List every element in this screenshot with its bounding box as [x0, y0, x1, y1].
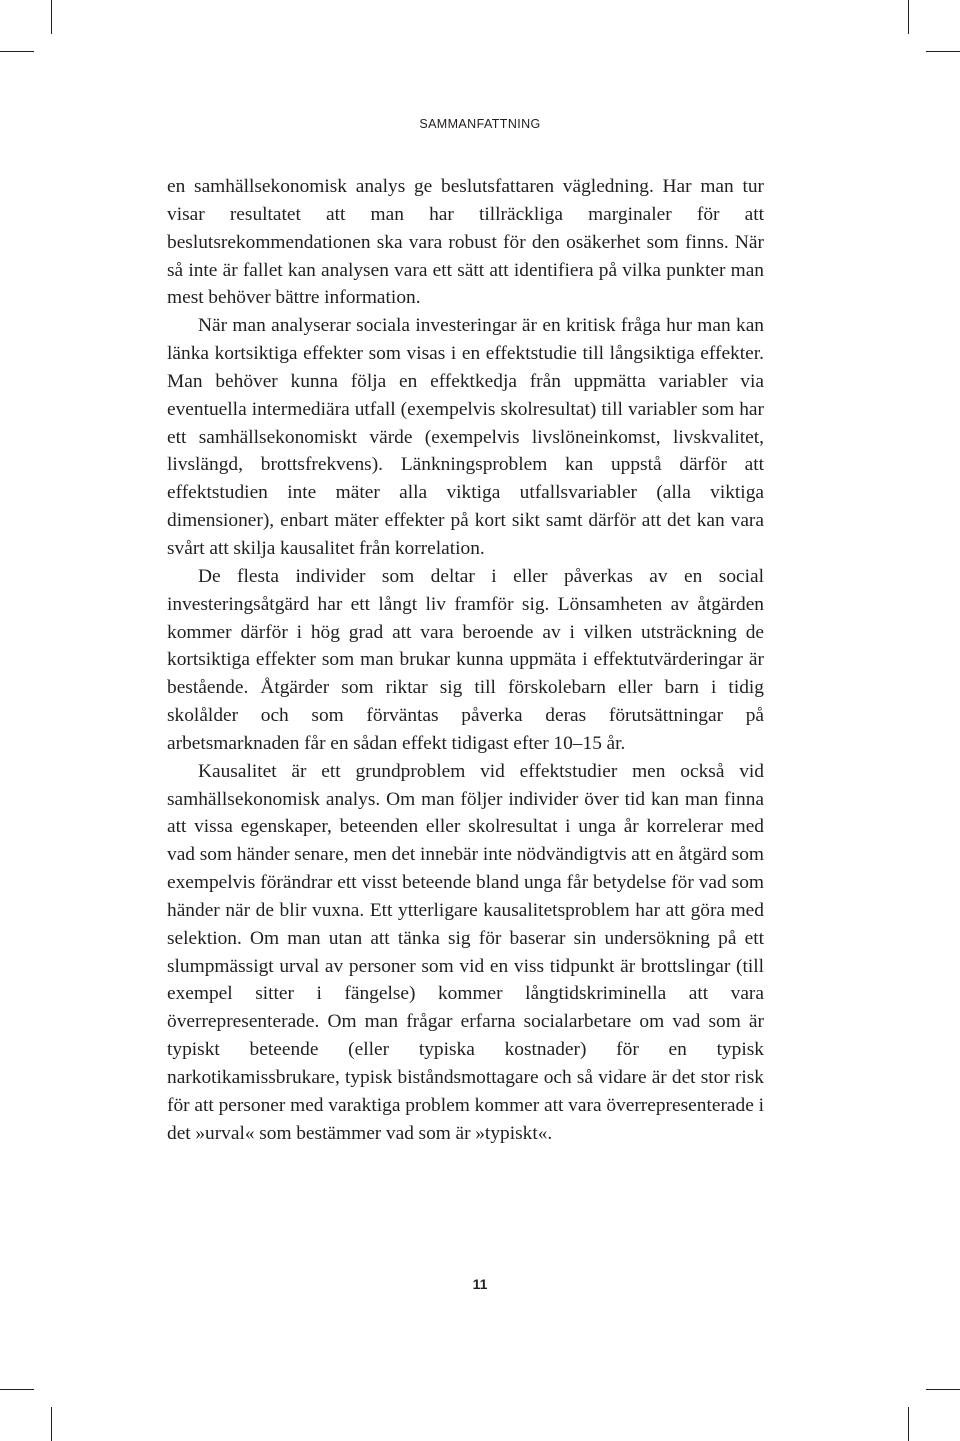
- crop-mark-bottom-right: [908, 1407, 909, 1441]
- crop-mark-top-left-horizontal: [0, 51, 34, 52]
- page-number: 11: [472, 1276, 488, 1292]
- crop-mark-bottom-left: [51, 1407, 52, 1441]
- paragraph-1: en samhällsekonomisk analys ge beslutsfattaren vägledning. Har man tur visar resultatet att man har tillräckliga marginaler för att beslutsrekommendationen ska vara robust för den osäkerhet som finns. När så inte är fallet kan analysen vara ett sätt att identifiera på vilka punkter man mest behöver bättre information.: [167, 176, 764, 309]
- crop-mark-bottom-right-horizontal: [926, 1389, 960, 1390]
- paragraph-3: De flesta individer som deltar i eller påverkas av en social investeringsåtgärd har ett långt liv framför sig. Lönsamheten av åtgärden kommer därför i hög grad att vara beroende av i vilken utsträckning de kortsiktiga effekter som man brukar kunna uppmäta i effektutvärderingar är bestående. Åtgärder som riktar sig till förskolebarn eller barn i tidig skolålder och som förväntas påverka deras förutsättningar på arbetsmarknaden får en sådan effekt tidigast efter 10–15 år.: [167, 565, 764, 754]
- paragraph-4: Kausalitet är ett grundproblem vid effektstudier men också vid samhällsekonomisk analys. Om man följer individer över tid kan man finna att vissa egenskaper, beteenden eller skolresultat i unga år korrelerar med vad som händer senare, men det innebär inte nödvändigtvis att en åtgärd som exempelvis förändrar ett visst beteende bland unga får betydelse för vad som händer när de blir vuxna. Ett ytterligare kausalitetsproblem har att göra med selektion. Om man utan att tänka sig för baserar sin undersökning på ett slumpmässigt urval av personer som vid en viss tidpunkt är brottslingar (till exempel sitter i fängelse) kommer långtidskriminella att vara överrepresenterade. Om man frågar erfarna socialarbetare om vad som är typiskt beteende (eller typiska kostnader) för en typisk narkotikamissbrukare, typisk biståndsmottagare och så vidare är det stor risk för att personer med varaktiga problem kommer att vara överrepresenterade i det »urval« som bestämmer vad som är »typiskt«.: [167, 760, 764, 1144]
- crop-mark-top-right: [908, 0, 909, 34]
- crop-mark-top-left: [51, 0, 52, 34]
- running-head: SAMMANFATTNING: [419, 117, 541, 131]
- crop-mark-bottom-left-horizontal: [0, 1389, 34, 1390]
- paragraph-2: När man analyserar sociala investeringar är en kritisk fråga hur man kan länka kortsiktiga effekter som visas i en effektstudie till långsiktiga effekter. Man behöver kunna följa en effektkedja från uppmätta variabler via eventuella intermediära utfall (exempelvis skolresultat) till variabler som har ett samhällsekonomiskt värde (exempelvis livslöneinkomst, livskvalitet, livslängd, brottsfrekvens). Länkningsproblem kan uppstå därför att effektstudien inte mäter alla viktiga utfallsvariabler (alla viktiga dimensioner), enbart mäter effekter på kort sikt samt därför att det kan vara svårt att skilja kausalitet från korrelation.: [167, 315, 764, 559]
- body-text: [167, 173, 764, 1148]
- crop-mark-top-right-horizontal: [926, 51, 960, 52]
